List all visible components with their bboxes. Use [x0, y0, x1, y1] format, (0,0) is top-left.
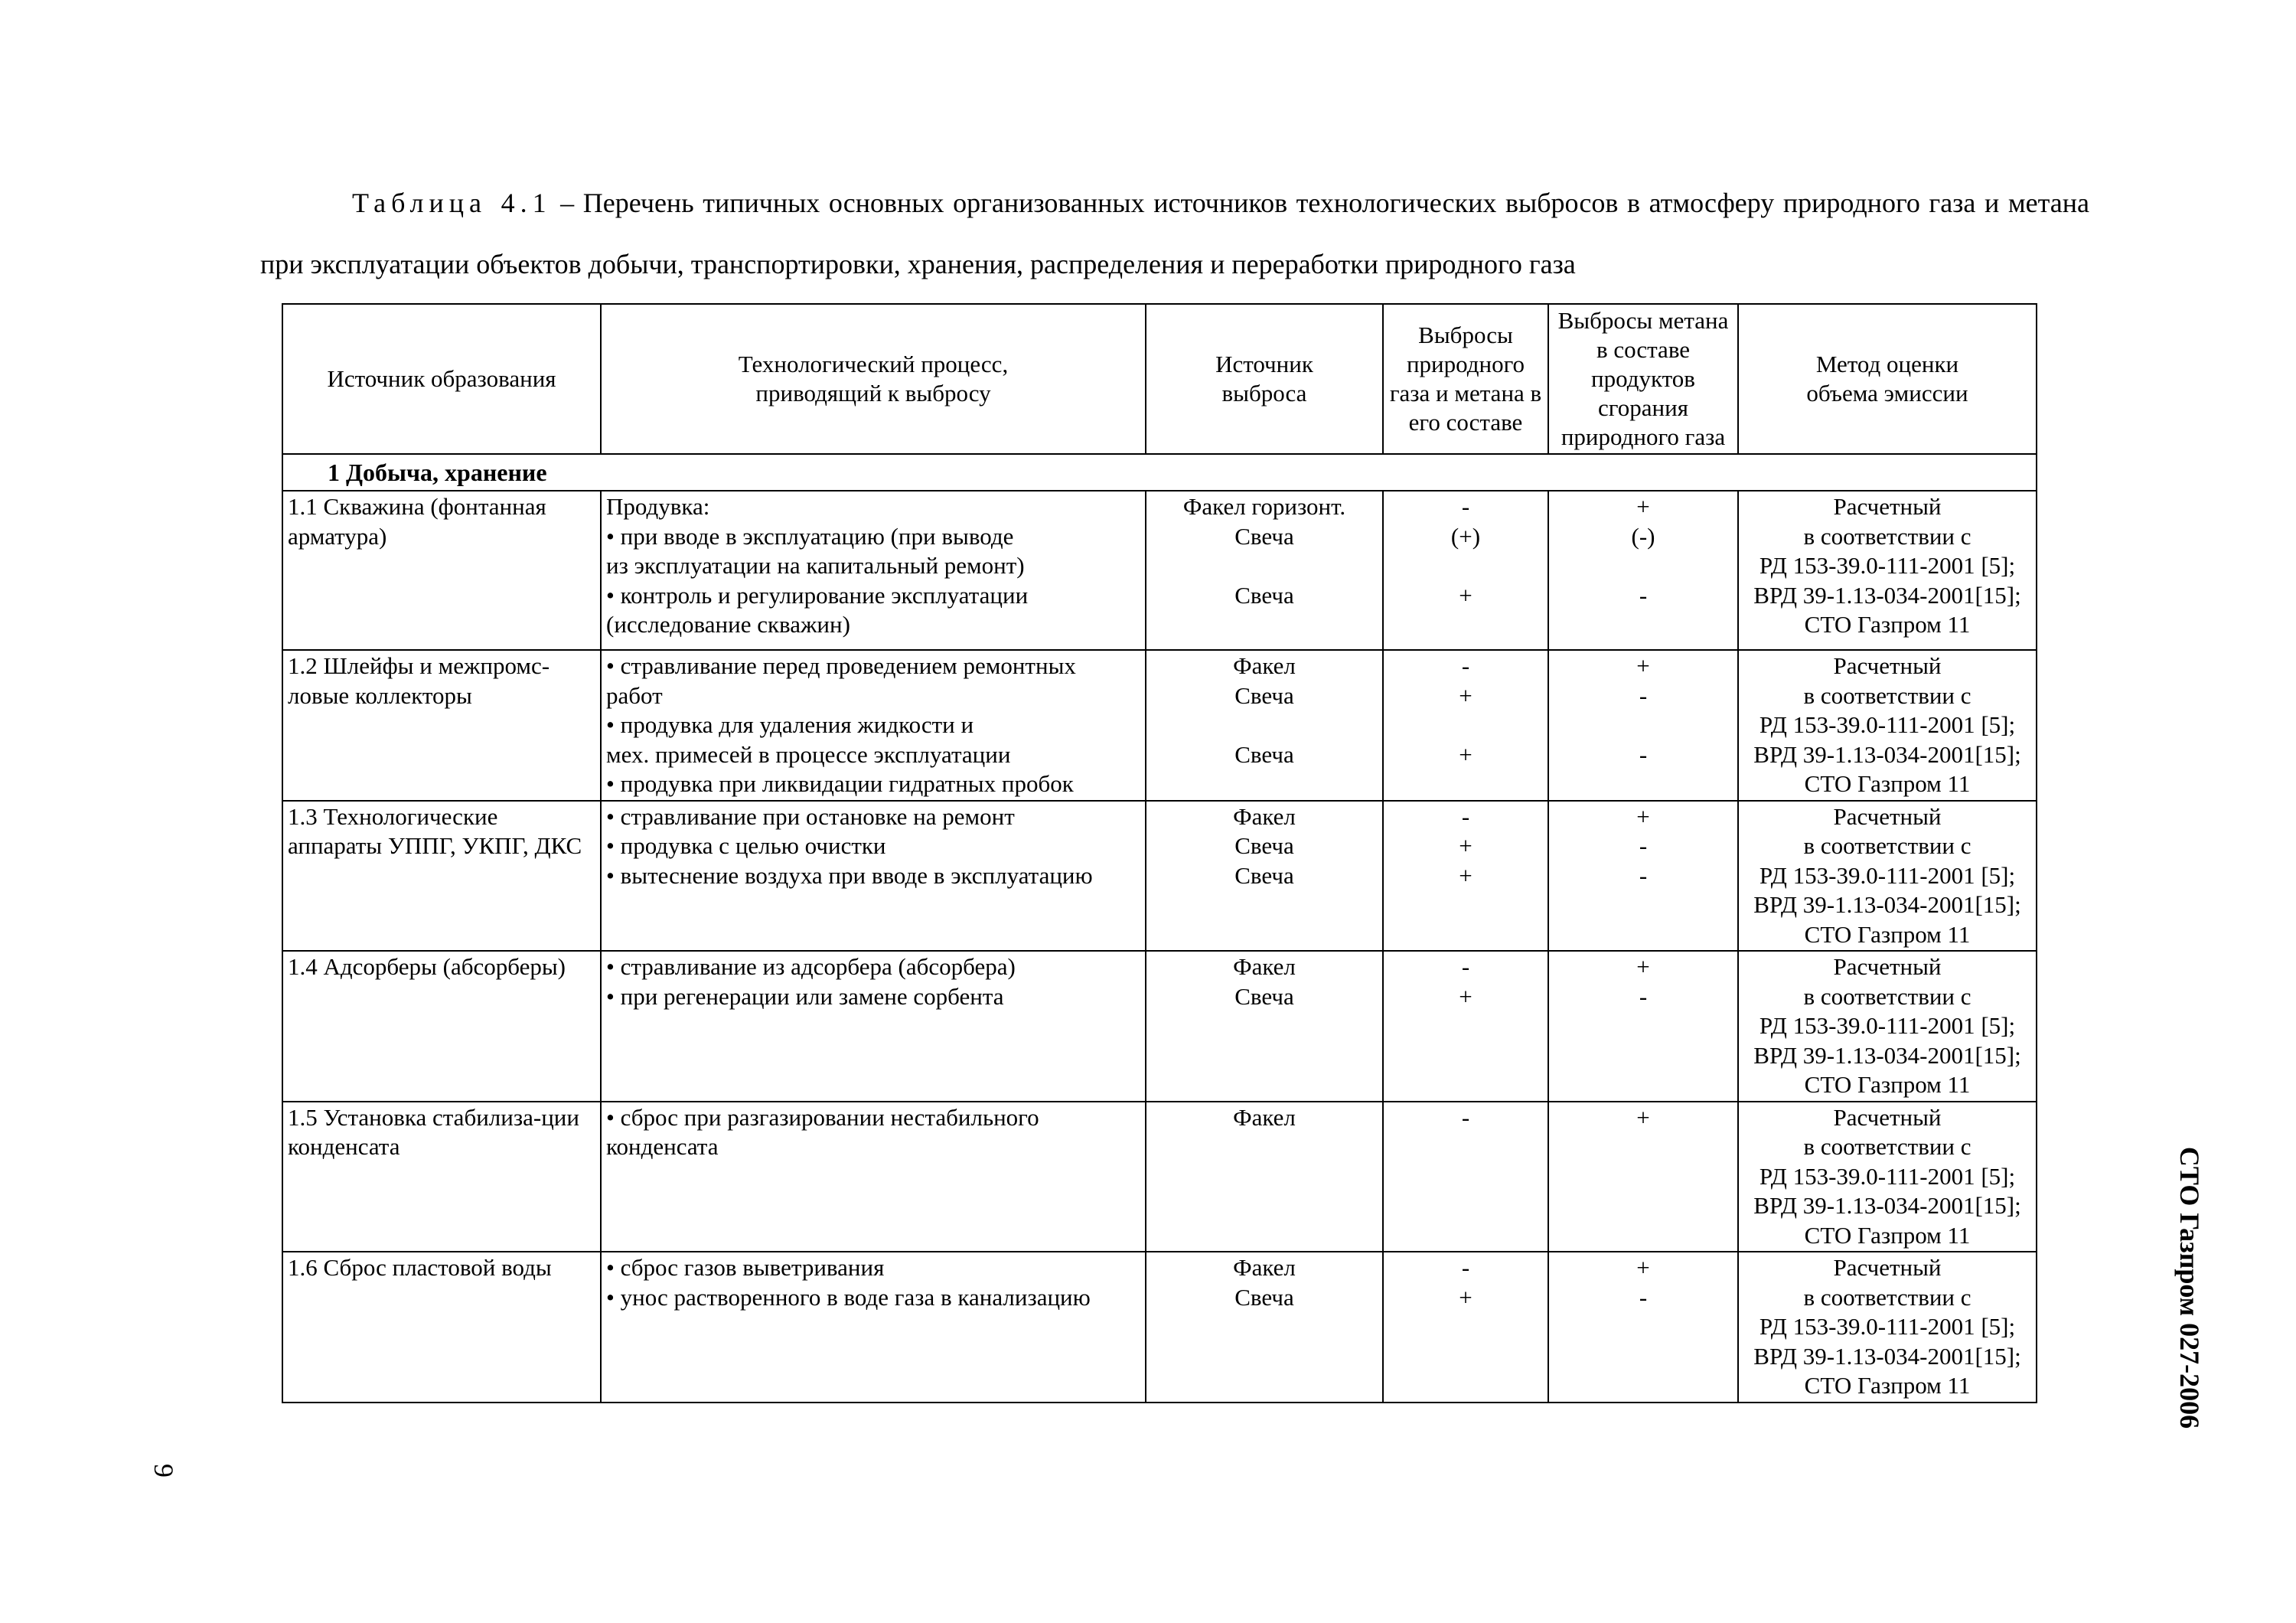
method-line: ВРД 39-1.13-034-2001[15]; — [1753, 1342, 2021, 1370]
gas-mark: + — [1459, 740, 1473, 768]
process-line: • сброс газов выветривания — [606, 1254, 885, 1281]
methane-emission-cell — [1548, 801, 1738, 952]
method-line: в соответствии с — [1803, 522, 1971, 550]
process-line: мех. примесей в процессе эксплуатации — [606, 740, 1011, 768]
process-cell — [601, 951, 1146, 1102]
methane-emission-cell — [1548, 951, 1738, 1102]
emission-line — [1151, 710, 1378, 740]
process-line: конденсата — [606, 1133, 719, 1160]
gas-mark: - — [1461, 802, 1470, 830]
process-cell — [601, 801, 1146, 952]
process-line: • продувка при ликвидации гидратных пробок — [606, 770, 1074, 797]
source-cell: 1.5 Установка стабилиза-ции конденсата — [282, 1102, 601, 1252]
methane-mark: - — [1639, 581, 1648, 609]
method-line: СТО Газпром 11 — [1804, 1071, 1971, 1098]
emission-line: Свеча — [1234, 522, 1294, 550]
process-line: (исследование скважин) — [606, 611, 850, 638]
methane-mark: + — [1636, 953, 1650, 980]
table-row — [282, 1102, 2037, 1252]
table-row — [282, 650, 2037, 801]
method-line: СТО Газпром 11 — [1804, 770, 1971, 797]
process-line: • при вводе в эксплуатацию (при выводе — [606, 522, 1014, 550]
section-title: 1 Добыча, хранение — [282, 454, 2037, 491]
emissions-table — [282, 303, 2037, 1403]
header-source: Источник образования — [282, 304, 601, 454]
caption-text: – Перечень типичных основных организованных источников технологических выбросов в атмосферу природного газа и метана при эксплуатации объектов добычи, транспортировки, хранения, распределения и переработки природного газа — [260, 188, 2089, 279]
gas-mark: - — [1461, 1254, 1470, 1281]
method-line: Расчетный — [1833, 652, 1942, 679]
process-line: • продувка для удаления жидкости и — [606, 711, 974, 738]
process-line: • контроль и регулирование эксплуатации — [606, 581, 1029, 609]
methane-mark: - — [1639, 1283, 1648, 1311]
header-process: Технологический процесс, приводящий к выбросу — [601, 304, 1146, 454]
method-line: Расчетный — [1833, 953, 1942, 980]
header-methane: Выбросы метана в составе продуктов сгорания природного газа — [1548, 304, 1738, 454]
methane-mark — [1554, 710, 1733, 740]
method-line: РД 153-39.0-111-2001 [5]; — [1759, 1313, 2016, 1340]
emission-line: Свеча — [1234, 581, 1294, 609]
methane-mark: + — [1636, 493, 1650, 520]
source-cell: 1.6 Сброс пластовой воды — [282, 1252, 601, 1403]
process-line: • стравливание перед проведением ремонтных — [606, 652, 1076, 679]
gas-mark: + — [1459, 581, 1473, 609]
gas-mark: (+) — [1450, 522, 1481, 550]
header-emission-source: Источник выброса — [1146, 304, 1383, 454]
process-cell — [601, 1252, 1146, 1403]
process-line: Продувка: — [606, 493, 710, 520]
section-row — [282, 454, 2037, 491]
method-line: ВРД 39-1.13-034-2001[15]; — [1753, 1041, 2021, 1069]
method-line: в соответствии с — [1803, 1133, 1971, 1160]
gas-emission-cell — [1383, 1102, 1548, 1252]
gas-mark: + — [1459, 832, 1473, 859]
gas-mark — [1388, 710, 1543, 740]
method-line: Расчетный — [1833, 493, 1942, 520]
gas-emission-cell — [1383, 650, 1548, 801]
method-cell — [1738, 650, 2037, 801]
method-line: РД 153-39.0-111-2001 [5]; — [1759, 1162, 2016, 1190]
emission-line: Свеча — [1234, 1283, 1294, 1311]
method-line: СТО Газпром 11 — [1804, 1372, 1971, 1399]
source-cell: 1.4 Адсорберы (абсорберы) — [282, 951, 601, 1102]
method-line: в соответствии с — [1803, 982, 1971, 1010]
emission-line: Факел горизонт. — [1182, 493, 1346, 520]
process-line: • продувка с целью очистки — [606, 832, 886, 859]
emission-line: Факел — [1233, 1103, 1296, 1131]
method-line: СТО Газпром 11 — [1804, 1221, 1971, 1249]
gas-mark: + — [1459, 681, 1473, 709]
methane-mark: (-) — [1631, 522, 1655, 550]
methane-mark — [1554, 551, 1733, 581]
method-line: Расчетный — [1833, 802, 1942, 830]
emission-line: Свеча — [1234, 982, 1294, 1010]
methane-mark: + — [1636, 1254, 1650, 1281]
table-row — [282, 1252, 2037, 1403]
process-line: из эксплуатации на капитальный ремонт) — [606, 552, 1025, 579]
method-cell — [1738, 1252, 2037, 1403]
emission-source-cell — [1146, 491, 1383, 650]
method-line: РД 153-39.0-111-2001 [5]; — [1759, 861, 2016, 889]
methane-mark: + — [1636, 652, 1650, 679]
methane-emission-cell — [1548, 491, 1738, 650]
emission-line: Свеча — [1234, 832, 1294, 859]
gas-mark: - — [1461, 953, 1470, 980]
process-line: • унос растворенного в воде газа в канализацию — [606, 1283, 1091, 1311]
methane-mark: - — [1639, 832, 1648, 859]
method-line: РД 153-39.0-111-2001 [5]; — [1759, 1012, 2016, 1039]
methane-emission-cell — [1548, 1252, 1738, 1403]
table-caption — [260, 172, 2089, 295]
emission-source-cell — [1146, 801, 1383, 952]
method-line: Расчетный — [1833, 1254, 1942, 1281]
emission-source-cell — [1146, 650, 1383, 801]
methane-emission-cell — [1548, 650, 1738, 801]
emission-line: Свеча — [1234, 681, 1294, 709]
source-cell: 1.2 Шлейфы и межпромс-ловые коллекторы — [282, 650, 601, 801]
method-line: ВРД 39-1.13-034-2001[15]; — [1753, 581, 2021, 609]
emission-source-cell — [1146, 1102, 1383, 1252]
method-cell — [1738, 801, 2037, 952]
gas-emission-cell — [1383, 491, 1548, 650]
process-cell — [601, 491, 1146, 650]
header-method: Метод оценки объема эмиссии — [1738, 304, 2037, 454]
gas-mark: - — [1461, 493, 1470, 520]
header-gas: Выбросы природного газа и метана в его составе — [1383, 304, 1548, 454]
emission-line — [1151, 551, 1378, 581]
page-number: 9 — [148, 1464, 179, 1478]
source-cell: 1.1 Скважина (фонтанная арматура) — [282, 491, 601, 650]
process-line: работ — [606, 681, 663, 709]
table-header-row — [282, 304, 2037, 454]
gas-emission-cell — [1383, 951, 1548, 1102]
methane-mark: - — [1639, 982, 1648, 1010]
emission-source-cell — [1146, 1252, 1383, 1403]
process-line: • сброс при разгазировании нестабильного — [606, 1103, 1039, 1131]
gas-mark: - — [1461, 1103, 1470, 1131]
process-cell — [601, 650, 1146, 801]
process-line: • стравливание из адсорбера (абсорбера) — [606, 953, 1016, 980]
methane-emission-cell — [1548, 1102, 1738, 1252]
emission-line: Факел — [1233, 802, 1296, 830]
methane-mark: - — [1639, 861, 1648, 889]
emission-line: Свеча — [1234, 740, 1294, 768]
emission-line: Факел — [1233, 953, 1296, 980]
gas-emission-cell — [1383, 1252, 1548, 1403]
gas-mark: + — [1459, 1283, 1473, 1311]
method-cell — [1738, 1102, 2037, 1252]
method-line: СТО Газпром 11 — [1804, 611, 1971, 638]
process-cell — [601, 1102, 1146, 1252]
method-line: РД 153-39.0-111-2001 [5]; — [1759, 711, 2016, 738]
caption-label: Таблица 4.1 — [352, 188, 552, 218]
method-cell — [1738, 491, 2037, 650]
process-line: • при регенерации или замене сорбента — [606, 982, 1004, 1010]
method-line: ВРД 39-1.13-034-2001[15]; — [1753, 891, 2021, 918]
method-line: РД 153-39.0-111-2001 [5]; — [1759, 552, 2016, 579]
table-row — [282, 801, 2037, 952]
process-line: • вытеснение воздуха при вводе в эксплуатацию — [606, 861, 1093, 889]
emission-line: Факел — [1233, 1254, 1296, 1281]
method-line: в соответствии с — [1803, 1283, 1971, 1311]
process-line: • стравливание при остановке на ремонт — [606, 802, 1015, 830]
emission-line: Свеча — [1234, 861, 1294, 889]
emission-line: Факел — [1233, 652, 1296, 679]
methane-mark: - — [1639, 681, 1648, 709]
source-cell: 1.3 Технологические аппараты УППГ, УКПГ, ДКС — [282, 801, 601, 952]
method-line: СТО Газпром 11 — [1804, 920, 1971, 948]
table-row — [282, 951, 2037, 1102]
method-line: в соответствии с — [1803, 832, 1971, 859]
emission-source-cell — [1146, 951, 1383, 1102]
gas-mark: + — [1459, 861, 1473, 889]
method-line: в соответствии с — [1803, 681, 1971, 709]
gas-mark — [1388, 551, 1543, 581]
side-document-title: СТО Газпром 027-2006 — [2174, 1146, 2205, 1429]
method-cell — [1738, 951, 2037, 1102]
methane-mark: - — [1639, 740, 1648, 768]
method-line: ВРД 39-1.13-034-2001[15]; — [1753, 1192, 2021, 1219]
table-row — [282, 491, 2037, 650]
gas-emission-cell — [1383, 801, 1548, 952]
gas-mark: + — [1459, 982, 1473, 1010]
method-line: ВРД 39-1.13-034-2001[15]; — [1753, 740, 2021, 768]
gas-mark: - — [1461, 652, 1470, 679]
methane-mark: + — [1636, 802, 1650, 830]
methane-mark: + — [1636, 1103, 1650, 1131]
method-line: Расчетный — [1833, 1103, 1942, 1131]
